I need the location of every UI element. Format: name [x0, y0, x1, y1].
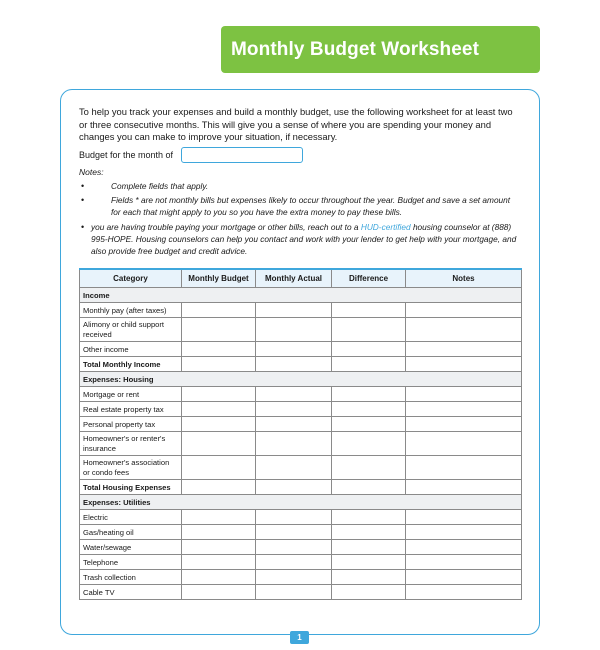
notes-cell[interactable] — [406, 303, 522, 318]
category-label: Homeowner's or renter's insurance — [80, 432, 182, 456]
budget-cell[interactable] — [182, 585, 256, 600]
total-label: Total Monthly Income — [80, 357, 182, 372]
budget-cell[interactable] — [182, 318, 256, 342]
budget-cell[interactable] — [182, 510, 256, 525]
table-row — [80, 342, 522, 357]
budget-cell[interactable] — [182, 456, 256, 480]
difference-cell[interactable] — [332, 402, 406, 417]
budget-table — [79, 268, 522, 600]
month-label: Budget for the month of — [79, 150, 174, 160]
notes-cell[interactable] — [406, 510, 522, 525]
budget-cell[interactable] — [182, 480, 256, 495]
budget-cell[interactable] — [182, 570, 256, 585]
note-item — [79, 221, 519, 257]
notes-cell[interactable] — [406, 555, 522, 570]
total-label: Total Housing Expenses — [80, 480, 182, 495]
difference-cell[interactable] — [332, 510, 406, 525]
category-label: Mortgage or rent — [80, 387, 182, 402]
header-difference: Difference — [332, 269, 406, 288]
difference-cell[interactable] — [332, 432, 406, 456]
actual-cell[interactable] — [256, 417, 332, 432]
table-header-row — [80, 269, 522, 288]
table-row — [80, 288, 522, 303]
table-row — [80, 540, 522, 555]
note-text: Complete fields that apply. — [111, 181, 209, 191]
hud-link[interactable]: HUD-certified — [360, 222, 411, 232]
header-monthly-actual: Monthly Actual — [256, 269, 332, 288]
table-row — [80, 525, 522, 540]
budget-cell[interactable] — [182, 402, 256, 417]
notes-list — [79, 180, 519, 257]
actual-cell[interactable] — [256, 525, 332, 540]
budget-cell[interactable] — [182, 432, 256, 456]
notes-cell[interactable] — [406, 432, 522, 456]
actual-cell[interactable] — [256, 585, 332, 600]
table-row — [80, 402, 522, 417]
budget-cell[interactable] — [182, 303, 256, 318]
category-label: Alimony or child support received — [80, 318, 182, 342]
header-category: Category — [80, 269, 182, 288]
notes-label: Notes: — [79, 167, 104, 177]
table-row — [80, 303, 522, 318]
actual-cell[interactable] — [256, 555, 332, 570]
title-banner — [221, 26, 540, 73]
header-notes: Notes — [406, 269, 522, 288]
table-row — [80, 495, 522, 510]
note-item — [79, 194, 519, 218]
difference-cell[interactable] — [332, 387, 406, 402]
notes-cell[interactable] — [406, 357, 522, 372]
budget-cell[interactable] — [182, 357, 256, 372]
notes-cell[interactable] — [406, 480, 522, 495]
budget-cell[interactable] — [182, 525, 256, 540]
budget-cell[interactable] — [182, 555, 256, 570]
actual-cell[interactable] — [256, 432, 332, 456]
difference-cell[interactable] — [332, 540, 406, 555]
notes-cell[interactable] — [406, 585, 522, 600]
actual-cell[interactable] — [256, 510, 332, 525]
table-row — [80, 510, 522, 525]
notes-cell[interactable] — [406, 456, 522, 480]
table-row — [80, 357, 522, 372]
table-row — [80, 387, 522, 402]
section-heading: Expenses: Utilities — [80, 495, 522, 510]
actual-cell[interactable] — [256, 342, 332, 357]
section-heading: Expenses: Housing — [80, 372, 522, 387]
bullet-icon: • — [81, 195, 85, 205]
budget-cell[interactable] — [182, 387, 256, 402]
intro-text: To help you track your expenses and build a monthly budget, use the following worksheet for at least two or three consecutive months. This will give you a sense of where you are spending your money and changes you can make to improve your situation, if necessary. — [79, 106, 513, 143]
budget-cell[interactable] — [182, 342, 256, 357]
actual-cell[interactable] — [256, 387, 332, 402]
difference-cell[interactable] — [332, 525, 406, 540]
month-input[interactable] — [181, 147, 303, 163]
difference-cell[interactable] — [332, 585, 406, 600]
actual-cell[interactable] — [256, 540, 332, 555]
table-row — [80, 555, 522, 570]
notes-cell[interactable] — [406, 342, 522, 357]
actual-cell[interactable] — [256, 570, 332, 585]
category-label: Homeowner's association or condo fees — [80, 456, 182, 480]
difference-cell[interactable] — [332, 555, 406, 570]
bullet-icon: • — [81, 222, 85, 232]
difference-cell[interactable] — [332, 318, 406, 342]
budget-cell[interactable] — [182, 417, 256, 432]
table-row — [80, 432, 522, 456]
difference-cell[interactable] — [332, 570, 406, 585]
table-row — [80, 480, 522, 495]
notes-cell[interactable] — [406, 387, 522, 402]
category-label: Electric — [80, 510, 182, 525]
category-label: Telephone — [80, 555, 182, 570]
notes-cell[interactable] — [406, 570, 522, 585]
header-monthly-budget: Monthly Budget — [182, 269, 256, 288]
category-label: Monthly pay (after taxes) — [80, 303, 182, 318]
difference-cell[interactable] — [332, 456, 406, 480]
section-heading: Income — [80, 288, 522, 303]
category-label: Real estate property tax — [80, 402, 182, 417]
table-row — [80, 585, 522, 600]
note-text: housing counselor at (888) 995-HOPE. Housing counselors can help you contact and work with your lender to get help with your mortgage, and also provide free budget and credit advice. — [91, 222, 517, 256]
bullet-icon: • — [81, 181, 85, 191]
actual-cell[interactable] — [256, 318, 332, 342]
actual-cell[interactable] — [256, 456, 332, 480]
difference-cell[interactable] — [332, 417, 406, 432]
notes-cell[interactable] — [406, 402, 522, 417]
notes-cell[interactable] — [406, 417, 522, 432]
page-title: Monthly Budget Worksheet — [231, 38, 479, 60]
table-row — [80, 417, 522, 432]
budget-cell[interactable] — [182, 540, 256, 555]
actual-cell[interactable] — [256, 480, 332, 495]
month-row — [79, 147, 303, 163]
difference-cell[interactable] — [332, 480, 406, 495]
table-row — [80, 570, 522, 585]
table-row — [80, 456, 522, 480]
table-row — [80, 372, 522, 387]
notes-cell[interactable] — [406, 525, 522, 540]
category-label: Other income — [80, 342, 182, 357]
category-label: Water/sewage — [80, 540, 182, 555]
actual-cell[interactable] — [256, 303, 332, 318]
difference-cell[interactable] — [332, 357, 406, 372]
category-label: Trash collection — [80, 570, 182, 585]
note-text: you are having trouble paying your mortgage or other bills, reach out to a — [91, 222, 359, 232]
category-label: Gas/heating oil — [80, 525, 182, 540]
notes-cell[interactable] — [406, 318, 522, 342]
actual-cell[interactable] — [256, 402, 332, 417]
category-label: Personal property tax — [80, 417, 182, 432]
actual-cell[interactable] — [256, 357, 332, 372]
difference-cell[interactable] — [332, 342, 406, 357]
note-text: Fields * are not monthly bills but expenses likely to occur throughout the year. Budget and save a set amount for each that might apply to you so you have the extra money to pay these bills. — [111, 195, 511, 217]
category-label: Cable TV — [80, 585, 182, 600]
page-number: 1 — [290, 631, 309, 644]
difference-cell[interactable] — [332, 303, 406, 318]
table-row — [80, 318, 522, 342]
notes-cell[interactable] — [406, 540, 522, 555]
note-item — [79, 180, 519, 192]
